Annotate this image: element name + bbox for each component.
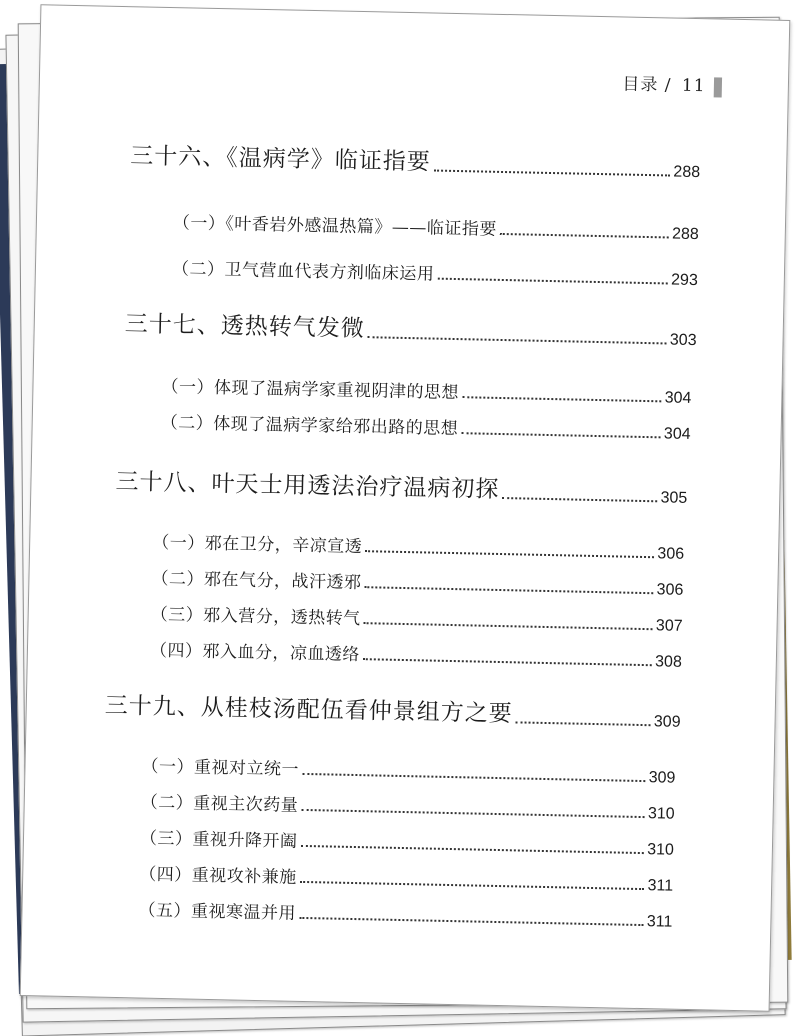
section-page: 304	[663, 425, 691, 443]
toc-chapter-36[interactable]	[130, 137, 701, 182]
toc-section-37-2[interactable]	[161, 408, 691, 444]
dot-leader	[461, 431, 661, 438]
dot-leader	[300, 844, 644, 854]
dot-leader	[301, 808, 645, 818]
toc-section-36-1[interactable]	[173, 208, 699, 244]
section-title: （二）重视主次药量	[140, 792, 299, 816]
section-page: 311	[647, 877, 674, 895]
chapter-title: 三十九、从桂枝汤配伍看仲景组方之要	[104, 692, 513, 728]
toc-section-39-4[interactable]	[139, 860, 673, 896]
section-title: （一）邪在卫分，辛凉宣透	[152, 532, 363, 558]
chapter-title: 三十六、《温病学》临证指要	[130, 143, 432, 176]
dot-leader	[363, 657, 652, 666]
dot-leader	[300, 880, 645, 890]
section-page: 311	[646, 913, 673, 931]
dot-leader	[368, 335, 667, 344]
toc-page	[20, 4, 791, 1011]
toc-section-36-2[interactable]	[172, 254, 698, 290]
chapter-title: 三十八、叶天士用透法治疗温病初探	[115, 468, 500, 503]
section-title: （三）重视升降开阖	[139, 828, 298, 852]
header-label: 目录	[622, 74, 659, 96]
toc-section-38-1[interactable]	[152, 528, 684, 564]
dot-leader	[364, 621, 653, 630]
section-title: （四）重视攻补兼施	[139, 864, 297, 888]
section-page: 310	[647, 841, 675, 859]
dot-leader	[502, 496, 657, 502]
toc-section-38-4[interactable]	[150, 636, 682, 672]
toc-section-39-3[interactable]	[140, 824, 674, 860]
chapter-page: 309	[653, 713, 681, 731]
section-page: 306	[657, 545, 685, 563]
toc-chapter-38[interactable]	[115, 463, 688, 508]
section-page: 304	[664, 389, 692, 407]
section-page: 293	[670, 271, 699, 290]
section-title: （四）邪入血分，凉血透络	[149, 640, 361, 666]
header-separator: /	[664, 75, 672, 96]
section-title: （一）体现了温病学家重视阴津的思想	[161, 376, 460, 404]
dot-leader	[434, 169, 671, 177]
toc-section-39-5[interactable]	[138, 896, 672, 932]
section-title: （一）《叶香岩外感温热篇》——临证指要	[172, 213, 498, 240]
section-page: 288	[671, 225, 699, 244]
toc-chapter-39[interactable]	[104, 687, 681, 732]
toc-section-39-2[interactable]	[141, 788, 675, 824]
dot-leader	[437, 277, 668, 285]
chapter-page: 303	[669, 331, 697, 350]
section-title: （五）重视寒温并用	[138, 900, 297, 924]
section-title: （二）卫气营血代表方剂临床运用	[171, 259, 435, 285]
toc-section-37-1[interactable]	[161, 372, 691, 408]
section-title: （二）邪在气分，战汗透邪	[151, 568, 362, 594]
chapter-page: 305	[660, 489, 688, 507]
chapter-page: 288	[673, 163, 701, 182]
table-of-contents	[21, 5, 790, 1010]
toc-chapter-37[interactable]	[124, 305, 697, 350]
section-page: 310	[647, 805, 675, 823]
dot-leader	[365, 549, 654, 558]
header-page-number: 11	[681, 75, 706, 97]
toc-section-38-2[interactable]	[151, 564, 683, 600]
section-page: 308	[654, 653, 683, 671]
dot-leader	[299, 916, 644, 926]
dot-leader	[462, 395, 662, 402]
toc-section-39-1[interactable]	[141, 752, 675, 788]
dot-leader	[364, 585, 653, 594]
dot-leader	[500, 232, 669, 239]
chapter-title: 三十七、透热转气发微	[124, 311, 366, 343]
section-title: （三）邪入营分，透热转气	[150, 604, 361, 630]
section-title: （二）体现了温病学家给邪出路的思想	[160, 412, 459, 440]
section-page: 307	[655, 617, 683, 635]
section-page: 309	[648, 769, 676, 787]
section-title: （一）重视对立统一	[141, 756, 300, 780]
dot-leader	[302, 772, 646, 782]
toc-section-38-3[interactable]	[151, 600, 683, 636]
dot-leader	[516, 720, 651, 726]
section-page: 306	[656, 581, 684, 599]
